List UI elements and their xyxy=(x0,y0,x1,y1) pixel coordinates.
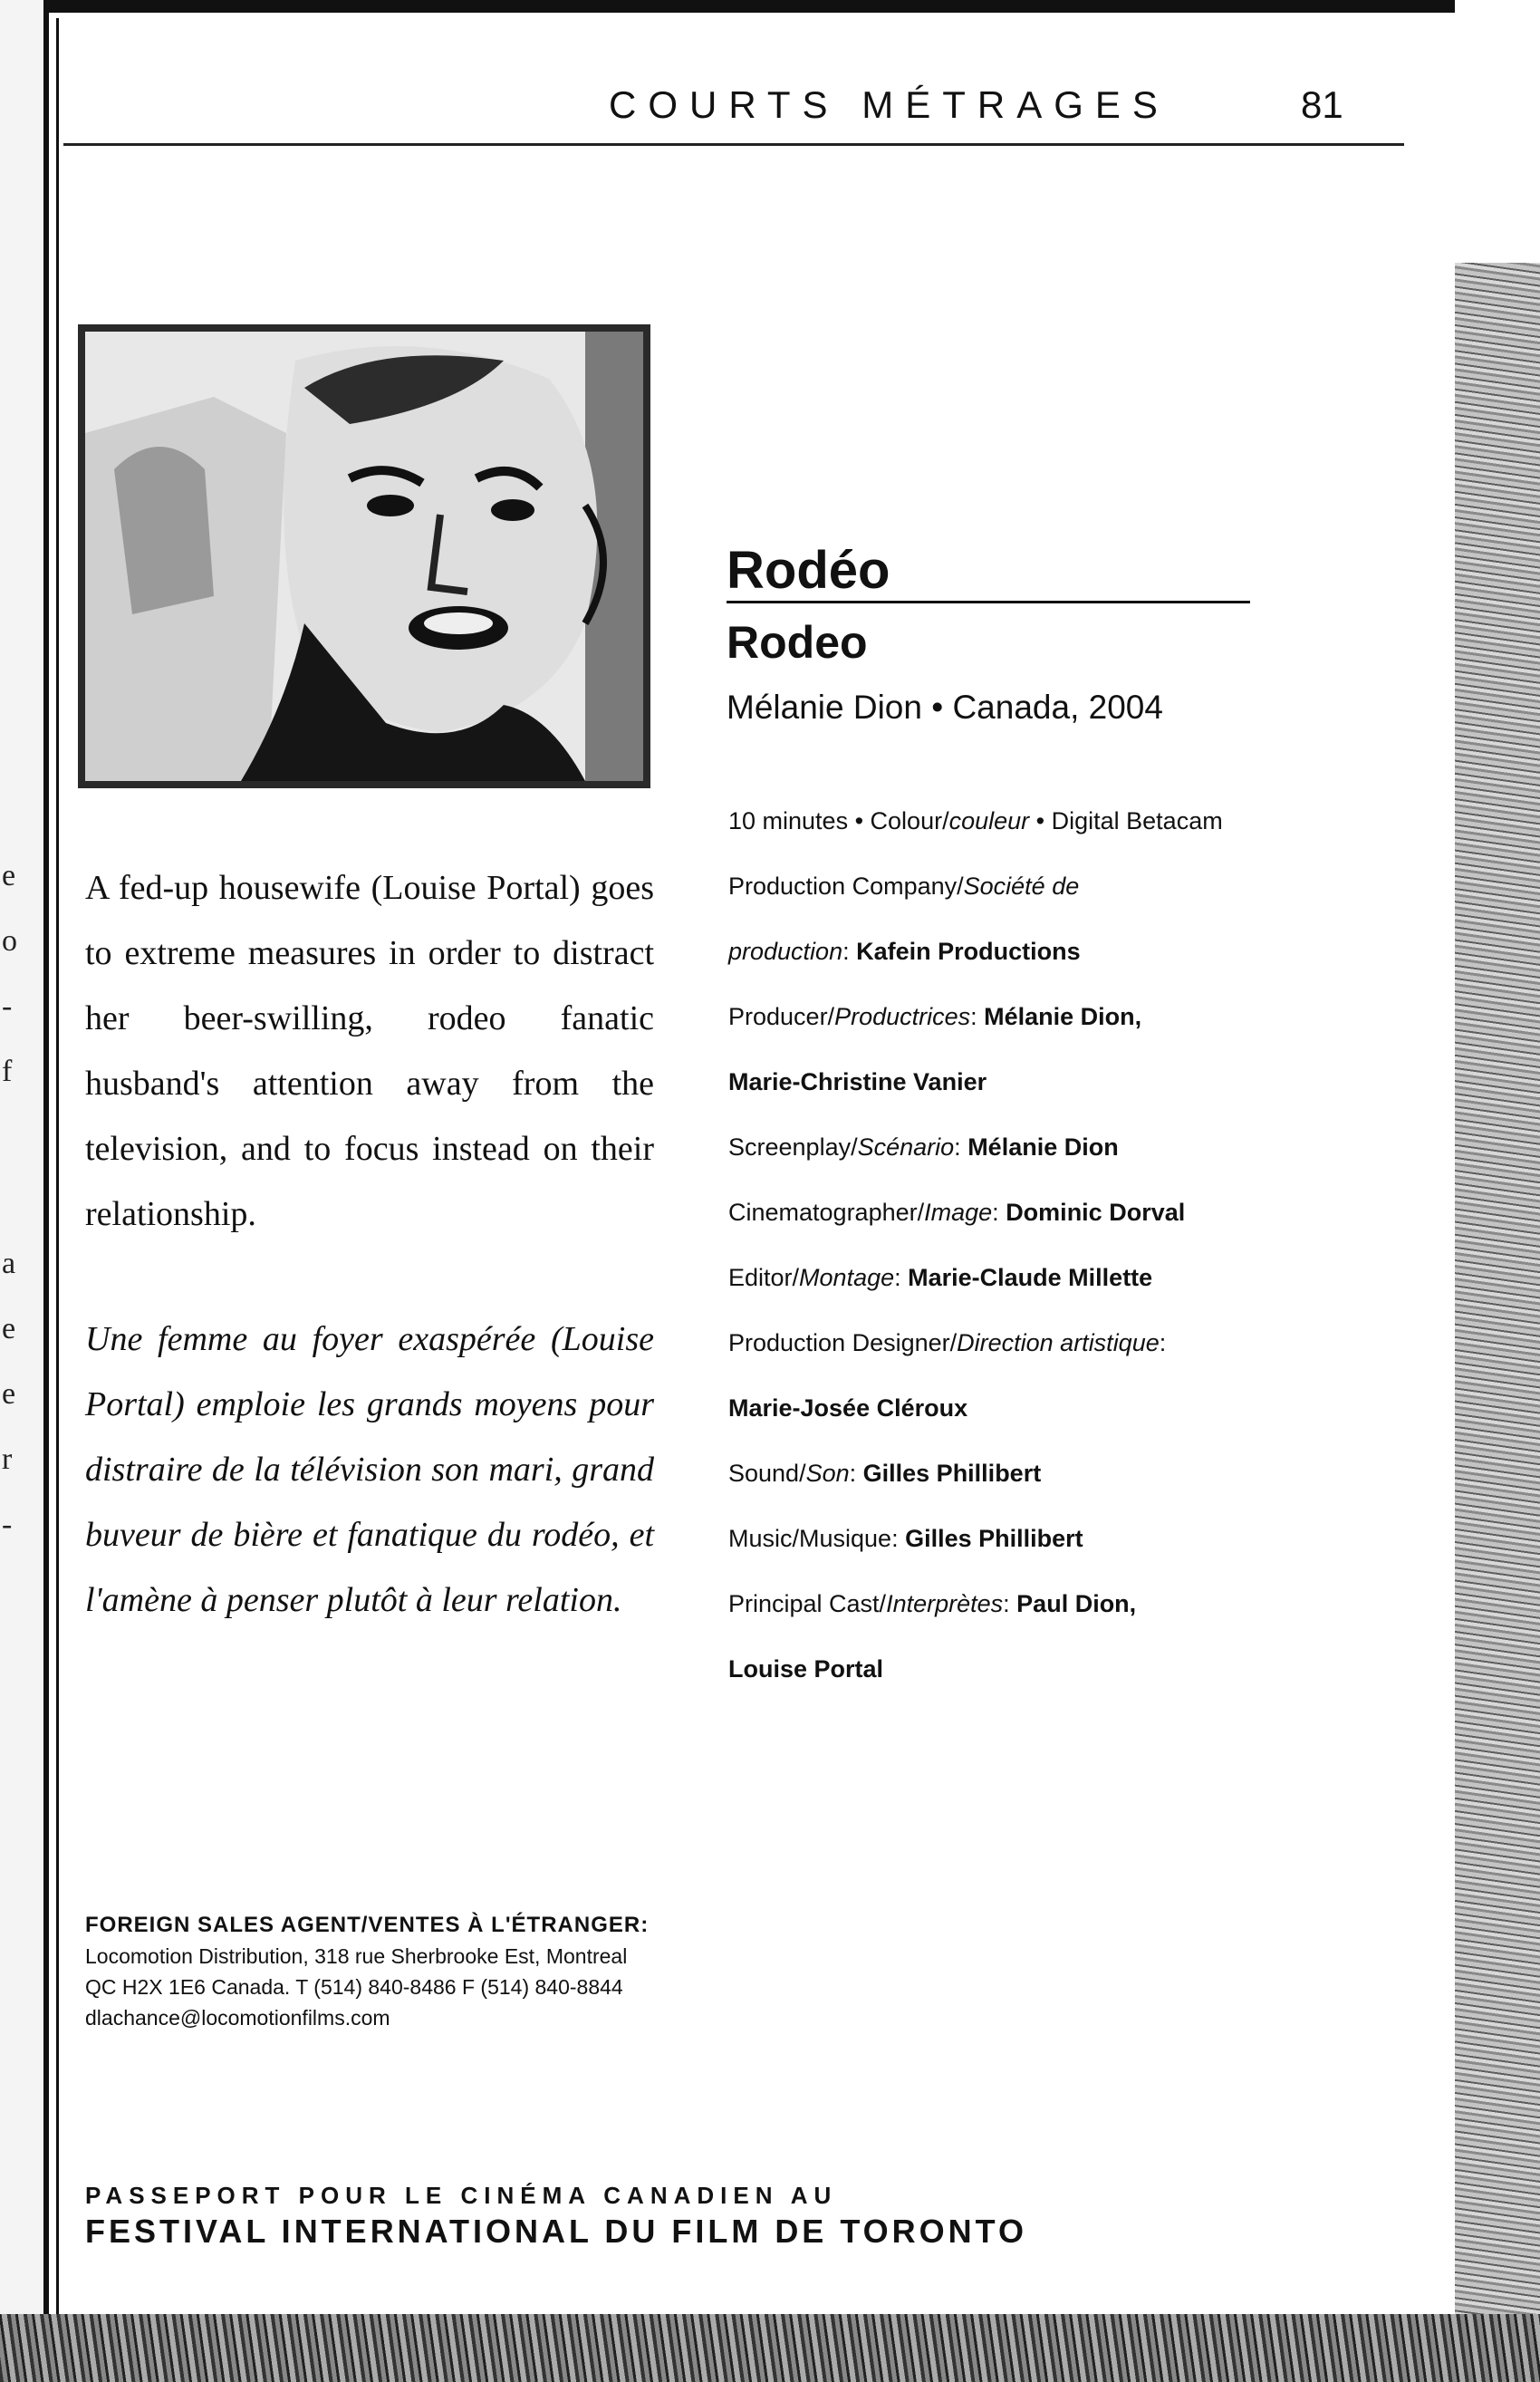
footer-line-1: PASSEPORT POUR LE CINÉMA CANADIEN AU xyxy=(85,2182,838,2209)
sales-agent-block xyxy=(85,1910,665,2033)
scan-top-edge xyxy=(0,0,1540,13)
credit-value: Marie-Claude Millette xyxy=(908,1264,1153,1291)
spec-colour: Colour/ xyxy=(870,807,949,834)
separator: • xyxy=(1029,807,1052,834)
credit-label-fr: Image xyxy=(924,1199,993,1226)
specs-line xyxy=(728,788,1290,853)
director-country-year: Mélanie Dion • Canada, 2004 xyxy=(727,689,1163,726)
credit-label-fr: production xyxy=(728,938,843,965)
credit-producer-cont xyxy=(728,1049,1290,1114)
credit-label: Sound/ xyxy=(728,1460,806,1487)
credit-value: Marie-Josée Cléroux xyxy=(728,1394,968,1422)
gutter-letter: e xyxy=(2,1312,16,1345)
gutter-letter: f xyxy=(2,1055,13,1088)
sales-address-line: Locomotion Distribution, 318 rue Sherbrooke Est, Montreal xyxy=(85,1944,628,1968)
credit-label: Editor/ xyxy=(728,1264,800,1291)
separator: • xyxy=(848,807,871,834)
credit-value: Dominic Dorval xyxy=(1006,1199,1186,1226)
colon: : xyxy=(970,1003,985,1030)
scan-bottom-edge xyxy=(0,2314,1540,2382)
page-number: 81 xyxy=(1301,83,1343,126)
sales-agent-label: FOREIGN SALES AGENT/VENTES À L'ÉTRANGER: xyxy=(85,1913,650,1937)
credit-value: Kafein Productions xyxy=(856,938,1081,965)
binding-line-inner xyxy=(56,18,59,2319)
credits-block xyxy=(728,788,1290,1702)
credit-company-cont xyxy=(728,919,1290,984)
sales-email: dlachance@locomotionfilms.com xyxy=(85,2006,390,2030)
colon: : xyxy=(891,1525,906,1552)
spec-format: Digital Betacam xyxy=(1051,807,1223,834)
credit-label-fr: Productrices xyxy=(834,1003,971,1030)
synopsis-english: A fed-up housewife (Louise Portal) goes to extreme measures in order to distract her beer-swilling, rodeo fanatic husband's attention away from the television, and to focus instead on their relationship. xyxy=(85,869,654,1233)
gutter-letter: e xyxy=(2,1377,16,1411)
credit-label-fr: Société de xyxy=(963,873,1080,900)
credit-company xyxy=(728,853,1290,919)
film-title-french: Rodéo xyxy=(727,541,890,600)
colon: : xyxy=(992,1199,1006,1226)
credit-label-fr: Scénario xyxy=(857,1133,955,1161)
binding-line xyxy=(43,0,49,2382)
credit-label: Cinematographer/ xyxy=(728,1199,925,1226)
credit-sound xyxy=(728,1441,1290,1506)
credit-value: Mélanie Dion xyxy=(967,1133,1119,1161)
scan-right-edge-blank xyxy=(1455,0,1540,263)
credit-cinematographer xyxy=(728,1180,1290,1245)
film-title-english: Rodeo xyxy=(727,617,868,668)
credit-designer xyxy=(728,1310,1290,1375)
title-rule xyxy=(727,601,1250,603)
gutter-letter: o xyxy=(2,924,17,958)
credit-value: Mélanie Dion, xyxy=(984,1003,1142,1030)
film-still xyxy=(78,324,650,788)
credit-label: Screenplay/ xyxy=(728,1133,858,1161)
credit-label-fr: Montage xyxy=(799,1264,895,1291)
film-still-image xyxy=(78,324,650,788)
credit-value: Marie-Christine Vanier xyxy=(728,1068,987,1095)
scan-gutter xyxy=(0,0,49,2382)
credit-value: Louise Portal xyxy=(728,1655,884,1683)
sales-address-line: QC H2X 1E6 Canada. T (514) 840-8486 F (514) 840-8844 xyxy=(85,1975,623,1999)
credit-label-fr: Son xyxy=(805,1460,850,1487)
credit-designer-cont xyxy=(728,1375,1290,1441)
colon: : xyxy=(1003,1590,1017,1617)
credit-label: Production Designer/ xyxy=(728,1329,958,1356)
colon: : xyxy=(1159,1329,1167,1356)
header-rule xyxy=(63,143,1404,146)
gutter-letter: e xyxy=(2,859,16,892)
scan-right-edge xyxy=(1455,0,1540,2382)
credit-music xyxy=(728,1506,1290,1571)
colon: : xyxy=(894,1264,909,1291)
credit-label-fr: Direction artistique xyxy=(957,1329,1160,1356)
credit-editor xyxy=(728,1245,1290,1310)
synopsis-french: Une femme au foyer exaspérée (Louise Portal) emploie les grands moyens pour distraire de la télévision son mari, grand buveur de bière et fanatique du rodéo, et l'amène à penser plutôt à leur relation. xyxy=(85,1320,654,1619)
colon: : xyxy=(954,1133,968,1161)
credit-label: Music/Musique xyxy=(728,1525,892,1552)
credit-cast xyxy=(728,1571,1290,1636)
footer-line-2: FESTIVAL INTERNATIONAL DU FILM DE TORONTO xyxy=(85,2213,1028,2250)
credit-producer xyxy=(728,984,1290,1049)
credit-cast-cont xyxy=(728,1636,1290,1702)
credit-label: Producer/ xyxy=(728,1003,835,1030)
spec-colour-fr: couleur xyxy=(948,807,1030,834)
gutter-letter: - xyxy=(2,989,13,1023)
colon: : xyxy=(849,1460,863,1487)
credit-value: Gilles Phillibert xyxy=(905,1525,1083,1552)
credit-value: Paul Dion, xyxy=(1016,1590,1137,1617)
credit-screenplay xyxy=(728,1114,1290,1180)
gutter-letter: - xyxy=(2,1508,13,1541)
credit-label-fr: Interprètes xyxy=(886,1590,1004,1617)
credit-value: Gilles Phillibert xyxy=(862,1460,1042,1487)
credit-label: Principal Cast/ xyxy=(728,1590,887,1617)
section-header: COURTS MÉTRAGES xyxy=(609,83,1169,126)
credit-label: Production Company/ xyxy=(728,873,964,900)
colon: : xyxy=(842,938,857,965)
gutter-letter: r xyxy=(2,1442,13,1476)
gutter-letter: a xyxy=(2,1247,16,1280)
spec-duration: 10 minutes xyxy=(728,807,849,834)
